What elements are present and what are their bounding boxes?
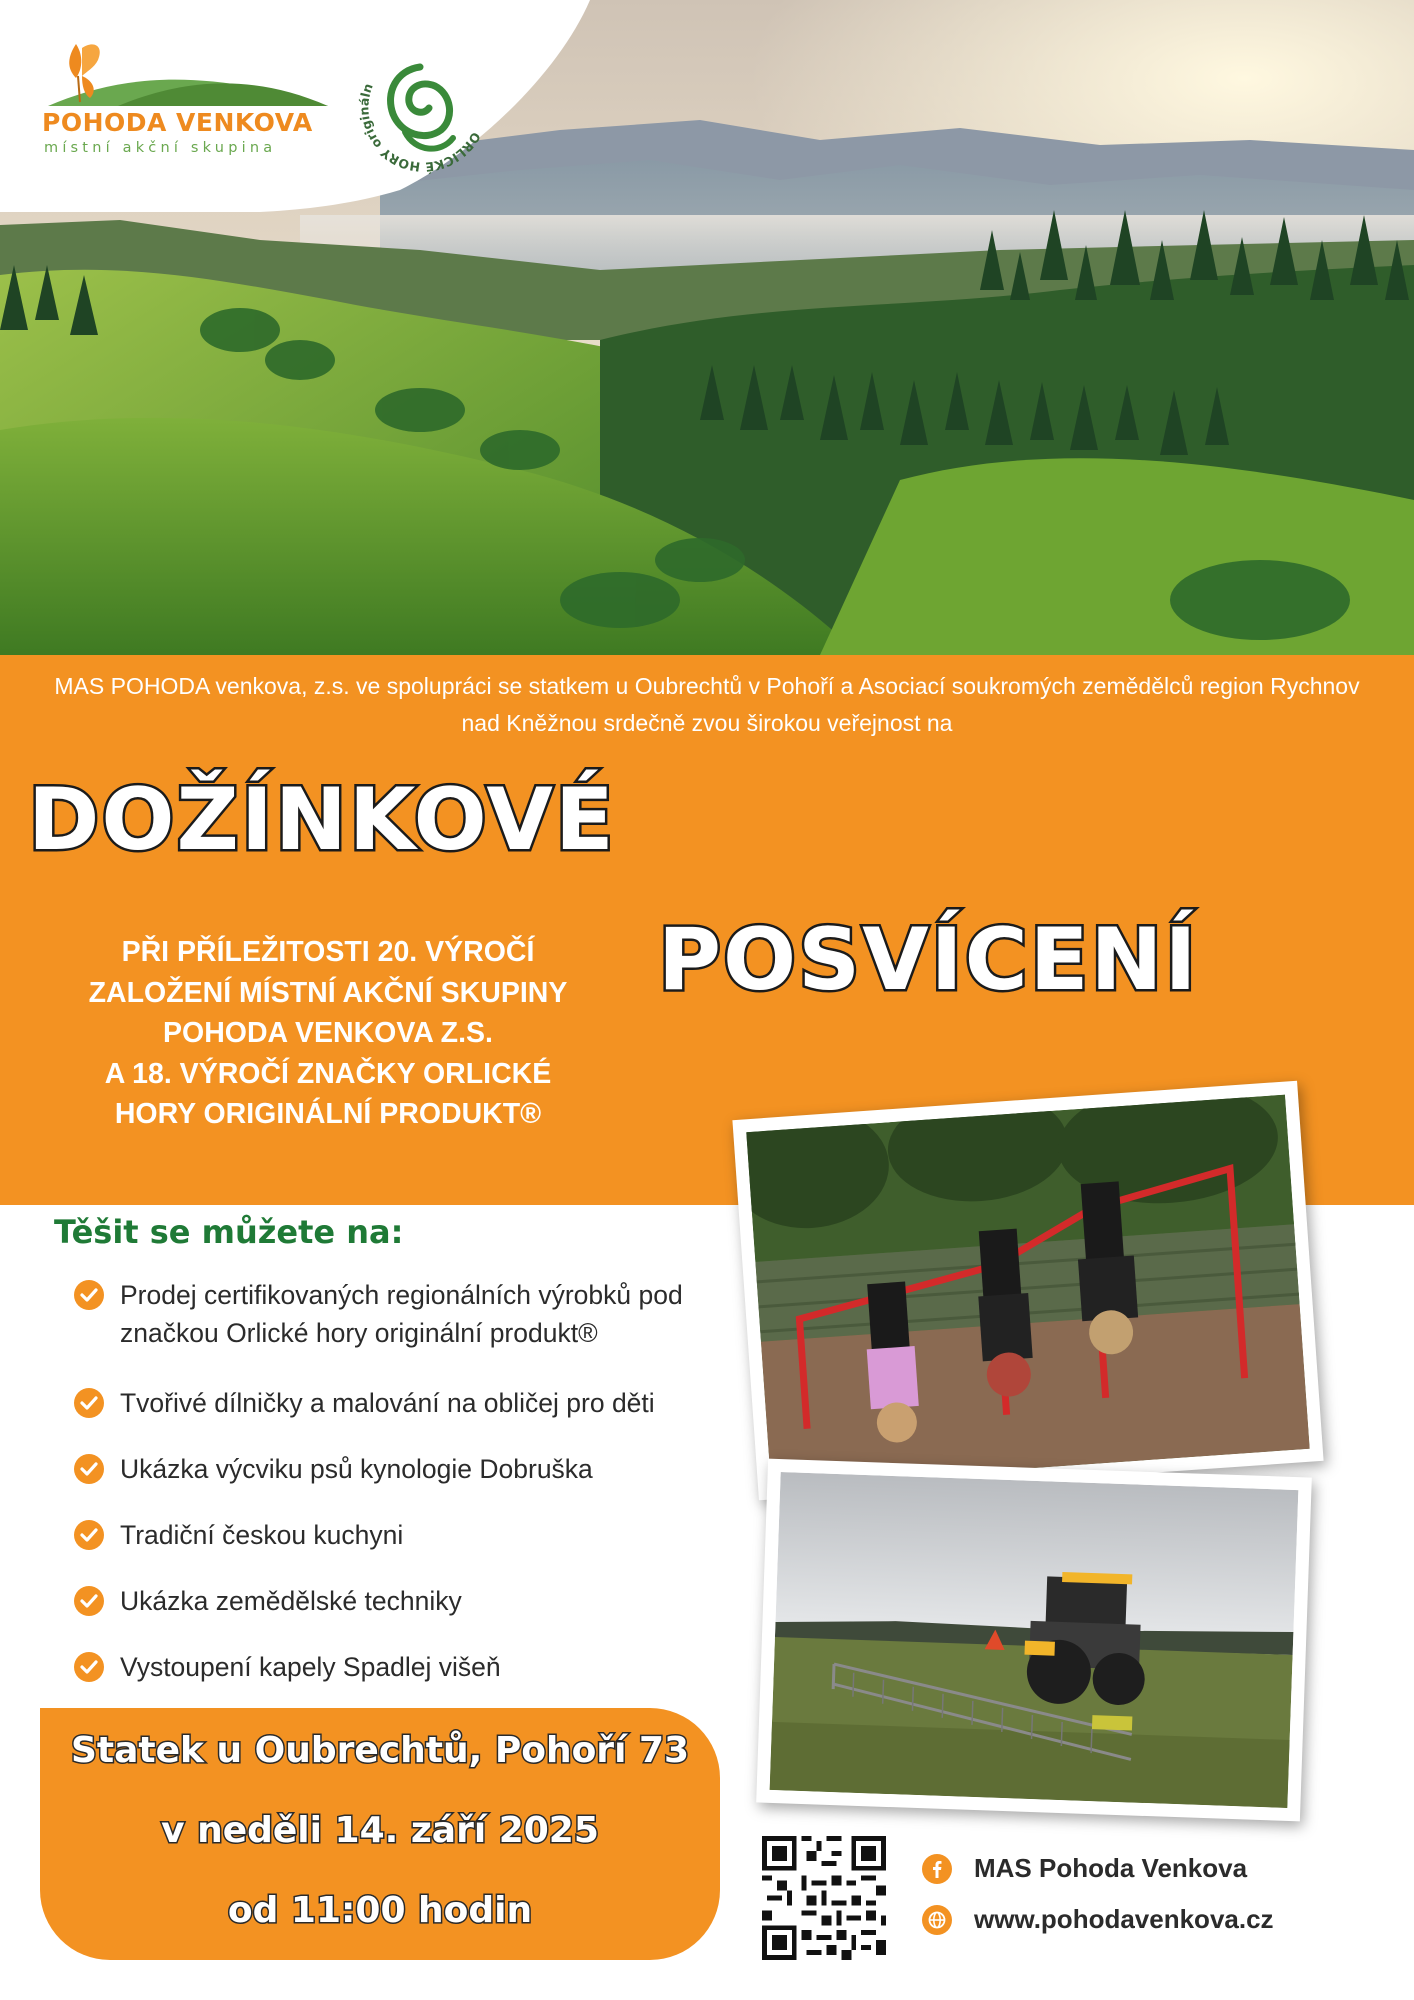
anniversary-line: ZALOŽENÍ MÍSTNÍ AKČNÍ SKUPINY (88, 976, 568, 1009)
title-line-2: POSVÍCENÍ (658, 910, 1199, 1010)
pohoda-venkova-logo (38, 36, 338, 161)
check-circle-icon (74, 1520, 104, 1550)
check-circle-icon (74, 1454, 104, 1484)
anniversary-line: HORY ORIGINÁLNÍ PRODUKT® (114, 1098, 542, 1130)
anniversary-line: PŘI PŘÍLEŽITOSTI 20. VÝROČÍ (121, 936, 535, 968)
facebook-contact[interactable] (922, 1853, 1247, 1884)
check-circle-icon (74, 1280, 104, 1310)
orlicke-hory-logo (345, 42, 495, 192)
feature-text: Tradiční českou kuchyni (120, 1520, 404, 1550)
feature-text: Ukázka výcviku psů kynologie Dobruška (120, 1454, 593, 1484)
anniversary-line: A 18. VÝROČÍ ZNAČKY ORLICKÉ (104, 1057, 552, 1090)
butterfly-hills-icon (38, 36, 338, 111)
event-place: Statek u Oubrechtů, Pohoří 73 (70, 1730, 690, 1771)
feature-text: Ukázka zemědělské techniky (120, 1586, 462, 1616)
feature-item (74, 1648, 501, 1686)
invitation-intro: MAS POHODA venkova, z.s. ve spolupráci se statkem u Oubrechtů v Pohoří a Asociací soukromých zemědělců region Rychnov nad Kněžnou srdečně zvou širokou veřejnost na (54, 673, 1360, 736)
feature-item (74, 1450, 593, 1488)
website-link[interactable] (922, 1904, 1274, 1935)
anniversary-text (28, 932, 628, 1135)
feature-item (74, 1516, 403, 1554)
facebook-icon (922, 1854, 952, 1884)
event-date: v neděli 14. září 2025 (161, 1810, 599, 1851)
event-details-box (40, 1708, 720, 1960)
check-circle-icon (74, 1586, 104, 1616)
logo-orlicke-text: ORLICKÉ HORY originální (356, 81, 484, 175)
feature-text: Prodej certifikovaných regionálních výrobků pod značkou Orlické hory originální produkt® (120, 1280, 683, 1348)
feature-item (74, 1276, 734, 1352)
anniversary-line: POHODA VENKOVA Z.S. (163, 1017, 493, 1049)
title-line-1: DOŽÍNKOVÉ (28, 770, 616, 870)
feature-item (74, 1384, 774, 1422)
logo-pohoda-subtitle: místní akční skupina (44, 140, 277, 156)
globe-icon (922, 1905, 952, 1935)
feature-text: Tvořivé dílničky a malování na obličej pro děti (120, 1388, 655, 1418)
qr-code[interactable] (762, 1836, 886, 1960)
feature-item (74, 1582, 462, 1620)
event-time: od 11:00 hodin (227, 1890, 533, 1931)
photo-tractor-field (756, 1459, 1312, 1822)
facebook-label: MAS Pohoda Venkova (974, 1853, 1248, 1883)
website-label: www.pohodavenkova.cz (974, 1904, 1274, 1934)
photo-kids-playground (732, 1081, 1323, 1501)
features-heading: Těšit se můžete na: (54, 1213, 404, 1251)
check-circle-icon (74, 1388, 104, 1418)
check-circle-icon (74, 1652, 104, 1682)
logo-pohoda-name: POHODA VENKOVA (42, 108, 313, 137)
feature-text: Vystoupení kapely Spadlej višeň (120, 1652, 501, 1682)
